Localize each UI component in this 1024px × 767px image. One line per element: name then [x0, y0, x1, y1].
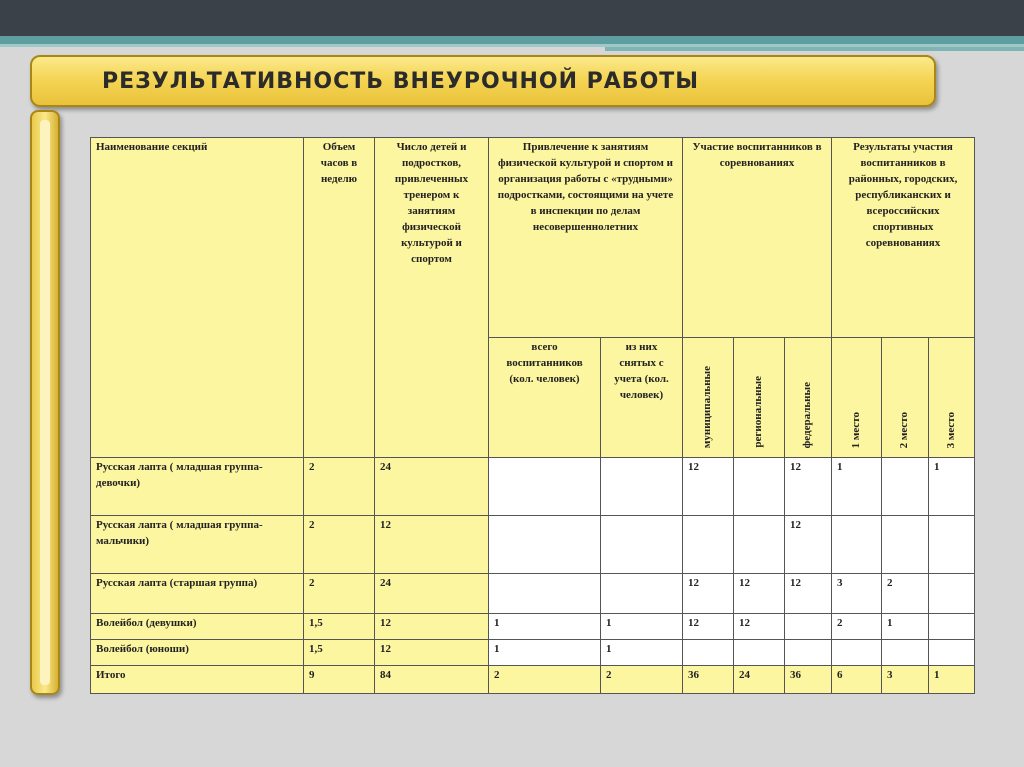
subheader-place-2-label: 2 место [898, 411, 911, 448]
row-place-3 [929, 614, 975, 640]
row-place-3: 1 [929, 666, 975, 694]
header-hours: Объем часов в неделю [304, 138, 375, 458]
row-place-1 [832, 640, 882, 666]
row-federal: 12 [785, 458, 832, 516]
row-regional: 12 [734, 574, 785, 614]
row-place-1: 1 [832, 458, 882, 516]
header-children: Число детей и подростков, привлеченных тренером к занятиям физической культурой и спортом [375, 138, 489, 458]
row-federal [785, 614, 832, 640]
accent-stripe-short [605, 47, 1024, 51]
table-row [91, 640, 975, 666]
row-children: 12 [375, 516, 489, 574]
row-name: Русская лапта ( младшая группа-мальчики) [91, 516, 304, 574]
row-name: Волейбол (девушки) [91, 614, 304, 640]
accent-stripe [0, 36, 1024, 44]
subheader-place-1-label: 1 место [849, 411, 862, 448]
row-regional [734, 458, 785, 516]
decorative-scroll-bar [30, 110, 60, 695]
row-federal [785, 640, 832, 666]
row-hours: 9 [304, 666, 375, 694]
row-place-2 [882, 458, 929, 516]
table-row [91, 516, 975, 574]
row-place-2 [882, 640, 929, 666]
table-row [91, 614, 975, 640]
row-hours: 1,5 [304, 614, 375, 640]
row-place-3: 1 [929, 458, 975, 516]
row-place-1: 3 [832, 574, 882, 614]
row-total [489, 458, 601, 516]
decorative-scroll-inner [40, 120, 50, 685]
row-removed: 2 [601, 666, 683, 694]
title-banner [30, 55, 936, 107]
header-row-1 [91, 138, 975, 338]
row-place-2: 2 [882, 574, 929, 614]
row-place-1: 6 [832, 666, 882, 694]
row-total: 1 [489, 614, 601, 640]
row-place-1: 2 [832, 614, 882, 640]
header-results: Результаты участия воспитанников в районных, городских, республиканских и всероссийских спортивных соревнованиях [832, 138, 975, 338]
row-removed: 1 [601, 614, 683, 640]
row-municipal: 36 [683, 666, 734, 694]
row-children: 12 [375, 640, 489, 666]
header-attraction: Привлечение к занятиям физической культурой и спортом и организация работы с «трудными» подростками, состоящими на учете в инспекции по делам несовершеннолетних [489, 138, 683, 338]
subheader-place-3 [929, 338, 975, 458]
row-removed [601, 458, 683, 516]
row-name: Волейбол (юноши) [91, 640, 304, 666]
page-title: РЕЗУЛЬТАТИВНОСТЬ ВНЕУРОЧНОЙ РАБОТЫ [102, 68, 700, 94]
subheader-regional-label: региональные [752, 376, 765, 448]
row-place-3 [929, 640, 975, 666]
row-name: Русская лапта ( младшая группа-девочки) [91, 458, 304, 516]
subheader-place-1 [832, 338, 882, 458]
row-total [489, 516, 601, 574]
row-name: Итого [91, 666, 304, 694]
row-municipal [683, 516, 734, 574]
row-federal: 12 [785, 574, 832, 614]
row-place-3 [929, 574, 975, 614]
row-municipal: 12 [683, 574, 734, 614]
row-removed: 1 [601, 640, 683, 666]
row-place-3 [929, 516, 975, 574]
subheader-municipal [683, 338, 734, 458]
row-removed [601, 516, 683, 574]
row-municipal: 12 [683, 614, 734, 640]
row-place-1 [832, 516, 882, 574]
row-place-2: 1 [882, 614, 929, 640]
row-children: 24 [375, 458, 489, 516]
row-regional [734, 516, 785, 574]
subheader-place-2 [882, 338, 929, 458]
row-total: 2 [489, 666, 601, 694]
top-banner [0, 0, 1024, 36]
row-children: 24 [375, 574, 489, 614]
row-hours: 2 [304, 458, 375, 516]
subheader-federal-label: федеральные [801, 381, 814, 448]
row-removed [601, 574, 683, 614]
row-children: 84 [375, 666, 489, 694]
row-regional: 24 [734, 666, 785, 694]
row-name: Русская лапта (старшая группа) [91, 574, 304, 614]
total-row [91, 666, 975, 694]
row-regional [734, 640, 785, 666]
row-place-2: 3 [882, 666, 929, 694]
header-participation: Участие воспитанников в соревнованиях [683, 138, 832, 338]
subheader-place-3-label: 3 место [944, 411, 957, 448]
table-row [91, 574, 975, 614]
subheader-municipal-label: муниципальные [701, 365, 714, 448]
subheader-regional [734, 338, 785, 458]
row-total: 1 [489, 640, 601, 666]
subheader-total-pupils: всего воспитанников (кол. человек) [489, 338, 601, 458]
row-place-2 [882, 516, 929, 574]
row-municipal [683, 640, 734, 666]
subheader-federal [785, 338, 832, 458]
header-name: Наименование секций [91, 138, 304, 458]
row-municipal: 12 [683, 458, 734, 516]
row-hours: 2 [304, 516, 375, 574]
row-total [489, 574, 601, 614]
row-hours: 1,5 [304, 640, 375, 666]
table-row [91, 458, 975, 516]
row-regional: 12 [734, 614, 785, 640]
row-federal: 12 [785, 516, 832, 574]
subheader-removed: из них снятых с учета (кол. человек) [601, 338, 683, 458]
row-children: 12 [375, 614, 489, 640]
row-hours: 2 [304, 574, 375, 614]
results-table [90, 137, 975, 694]
row-federal: 36 [785, 666, 832, 694]
